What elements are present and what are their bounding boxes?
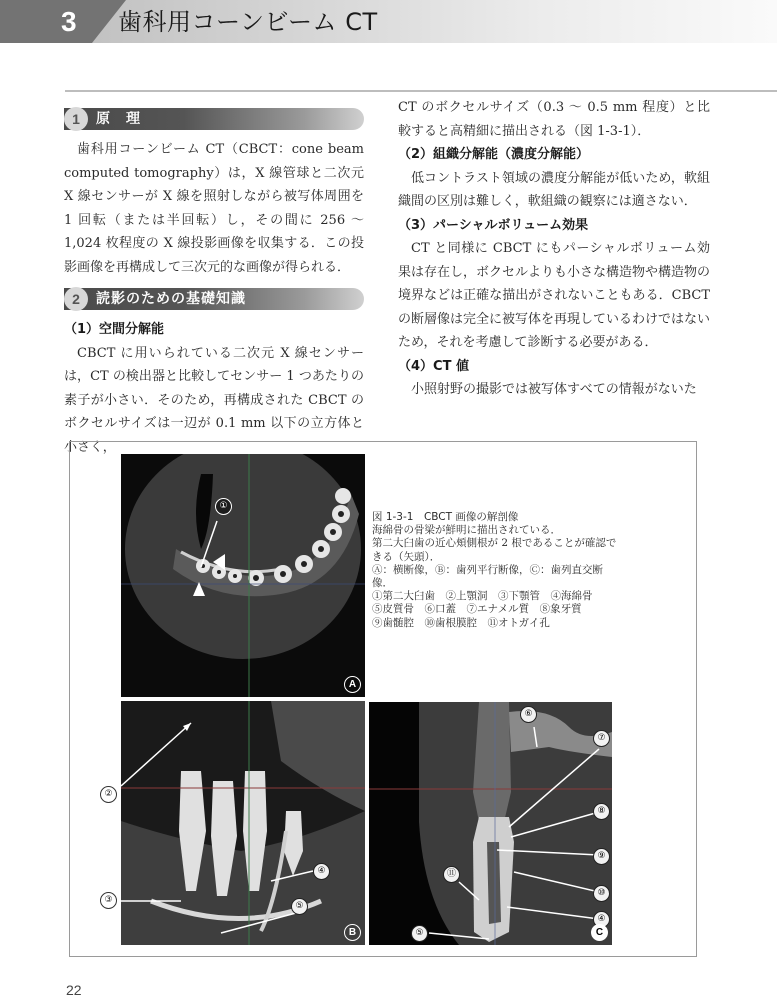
callout-4-c: ④ bbox=[593, 911, 610, 928]
principle-paragraph: 歯科用コーンビーム CT（CBCT：cone beam computed tomography）は，X 線管球と二次元 X 線センサーが X 線を照射しながら被写体周囲を 1 回転（または半回転）し，その間に 256 ～ 1,024 枚程度の X 線投影画像を収集する．この投影画像を再構成して三次元的な画像が得られる． bbox=[64, 142, 364, 275]
subheading-ct-value: （4）CT 値 bbox=[398, 358, 469, 374]
caption-line: 第二大臼歯の近心頬側根が 2 根であることが確認できる（矢頭）． bbox=[372, 537, 617, 563]
subheading-tissue-resolution: （2）組織分解能（濃度分解能） bbox=[398, 147, 590, 162]
callout-5-c: ⑤ bbox=[411, 925, 428, 942]
callout-7: ⑦ bbox=[593, 730, 610, 747]
figure-caption bbox=[372, 511, 617, 630]
callout-6: ⑥ bbox=[520, 706, 537, 723]
ct-value-paragraph: 小照射野の撮影では被写体すべての情報がないた bbox=[411, 382, 697, 397]
section-title: 原 理 bbox=[96, 111, 141, 127]
subheading-spatial-resolution: （1）空間分解能 bbox=[64, 322, 165, 337]
ct-panel-parallel bbox=[121, 701, 365, 945]
orthogonal-ct-image bbox=[369, 702, 612, 945]
tissue-resolution-paragraph: 低コントラスト領域の濃度分解能が低いため，軟組織間の区別は難しく，軟組織の観察には適さない． bbox=[398, 170, 710, 209]
caption-line: Ⓐ：横断像，Ⓑ：歯列平行断像，Ⓒ：歯列直交断像． bbox=[372, 563, 603, 590]
callout-2: ② bbox=[100, 786, 117, 803]
caption-line: ①第二大臼歯 ②上顎洞 ③下顎管 ④海綿骨 bbox=[372, 590, 593, 603]
ct-panel-axial bbox=[121, 454, 365, 697]
callout-1: ① bbox=[215, 498, 232, 515]
subheading-partial-volume: （3）パーシャルボリューム効果 bbox=[398, 217, 589, 233]
section-heading-principle bbox=[64, 108, 364, 130]
axial-ct-image bbox=[121, 454, 365, 697]
partial-volume-paragraph: CT と同様に CBCT にもパーシャルボリューム効果は存在し，ボクセルよりも小さな構造物や構造物の境界などは正確な描出がされないこともある．CBCT の断層像は完全に被写体を再現しているわけではないため，それを考慮して診断する必要がある． bbox=[398, 241, 711, 350]
page-number: 22 bbox=[66, 982, 82, 998]
ct-panel-orthogonal bbox=[369, 702, 612, 945]
callout-11: ⑪ bbox=[443, 866, 460, 883]
callout-5: ⑤ bbox=[291, 898, 308, 915]
callout-10: ⑩ bbox=[593, 885, 610, 902]
callout-9: ⑨ bbox=[593, 848, 610, 865]
callout-3: ③ bbox=[100, 892, 117, 909]
caption-line: 海綿骨の骨梁が鮮明に描出されている． bbox=[372, 524, 561, 537]
continuation-paragraph: CT のボクセルサイズ（0.3 ～ 0.5 mm 程度）と比較すると高精細に描出される（図 1-3-1）． bbox=[398, 100, 710, 139]
spatial-resolution-paragraph: CBCT に用いられている二次元 X 線センサーは，CT の検出器と比較してセンサー 1 つあたりの素子が小さい．そのため，再構成された CBCT のボクセルサイズは一辺が 0.1 mm 以下の立方体と小さく， bbox=[64, 345, 364, 455]
chapter-header bbox=[0, 0, 777, 43]
panel-label-a: A bbox=[344, 676, 361, 693]
callout-8: ⑧ bbox=[593, 803, 610, 820]
header-divider bbox=[65, 90, 777, 92]
section-number: 2 bbox=[64, 287, 88, 311]
caption-line: ⑤皮質骨 ⑥口蓋 ⑦エナメル質 ⑧象牙質 bbox=[372, 603, 582, 616]
caption-title: 図 1-3-1 CBCT 画像の解剖像 bbox=[372, 511, 519, 523]
panel-label-c: C bbox=[591, 924, 608, 941]
right-column bbox=[398, 96, 710, 402]
chapter-title: 歯科用コーンビーム CT bbox=[118, 8, 378, 36]
parallel-ct-image bbox=[121, 701, 365, 945]
section-title: 読影のための基礎知識 bbox=[96, 291, 246, 307]
chapter-number: 3 bbox=[61, 6, 77, 37]
caption-line: ⑨歯髄腔 ⑩歯根膜腔 ⑪オトガイ孔 bbox=[372, 616, 550, 629]
section-heading-basics bbox=[64, 288, 364, 310]
section-number: 1 bbox=[64, 107, 88, 131]
panel-label-b: B bbox=[344, 924, 361, 941]
callout-4: ④ bbox=[313, 863, 330, 880]
left-column bbox=[64, 100, 364, 459]
